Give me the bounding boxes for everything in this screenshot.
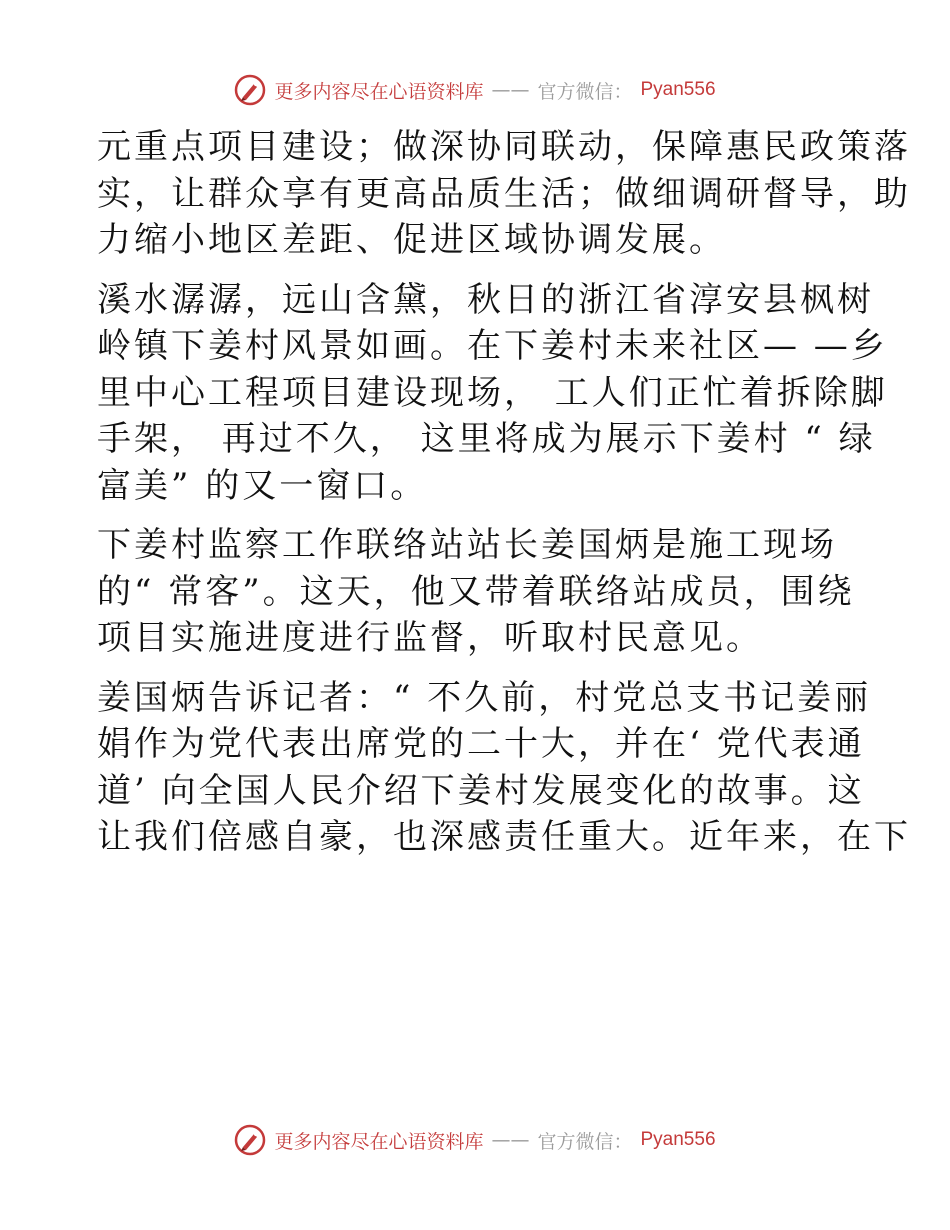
paragraph-3 (97, 522, 853, 662)
footer-site-name: 更多内容尽在心语资料库 (274, 1130, 484, 1153)
header-separator: —— (491, 79, 530, 101)
footer-separator: —— (491, 1129, 530, 1151)
text-line: 下姜村监察工作联络站站长姜国炳是施工现场 (97, 525, 837, 565)
text-line: 元重点项目建设；做深协同联动，保障惠民政策落 (97, 127, 911, 167)
text-line: 实，让群众享有更高品质生活；做细调研督导，助 (97, 173, 911, 214)
footer-watermark (0, 1120, 950, 1160)
text-line: 道’ 向全国人民介绍下姜村发展变化的故事。这 (97, 770, 865, 811)
text-line: 手架， 再过不久， 这里将成为展示下姜村 “ 绿 (97, 419, 876, 459)
text-line: 富美” 的又一窗口。 (97, 465, 428, 506)
text-line: 项目实施进度进行监督，听取村民意见。 (97, 618, 763, 658)
header-watermark (0, 70, 950, 110)
header-wechat-id: Pyan556 (640, 79, 716, 100)
paragraph-1 (97, 124, 911, 264)
header-site-name: 更多内容尽在心语资料库 (274, 80, 484, 103)
footer-wechat-id: Pyan556 (640, 1129, 716, 1150)
text-line: 里中心工程项目建设现场， 工人们正忙着拆除脚 (97, 372, 888, 413)
pen-logo-icon (234, 1124, 266, 1156)
text-line: 娟作为党代表出席党的二十大，并在‘ 党代表通 (97, 724, 865, 764)
text-line: 姜国炳告诉记者：“ 不久前，村党总支书记姜丽 (97, 677, 872, 718)
text-line: 溪水潺潺，远山含黛，秋日的浙江省淳安县枫树 (97, 279, 874, 320)
text-line: 的“ 常客”。这天，他又带着联络站成员，围绕 (97, 571, 855, 612)
text-line: 让我们倍感自豪，也深感责任重大。近年来，在下 (97, 817, 911, 857)
text-line: 力缩小地区差距、促进区域协调发展。 (97, 220, 726, 260)
text-line: 岭镇下姜村风景如画。在下姜村未来社区— —乡 (97, 326, 888, 366)
header-wechat-label: 官方微信： (537, 80, 633, 103)
footer-wechat-label: 官方微信： (537, 1130, 633, 1153)
paragraph-2 (97, 277, 888, 510)
paragraph-4 (97, 675, 911, 861)
document-body (97, 124, 911, 874)
pen-logo-icon (234, 74, 266, 106)
